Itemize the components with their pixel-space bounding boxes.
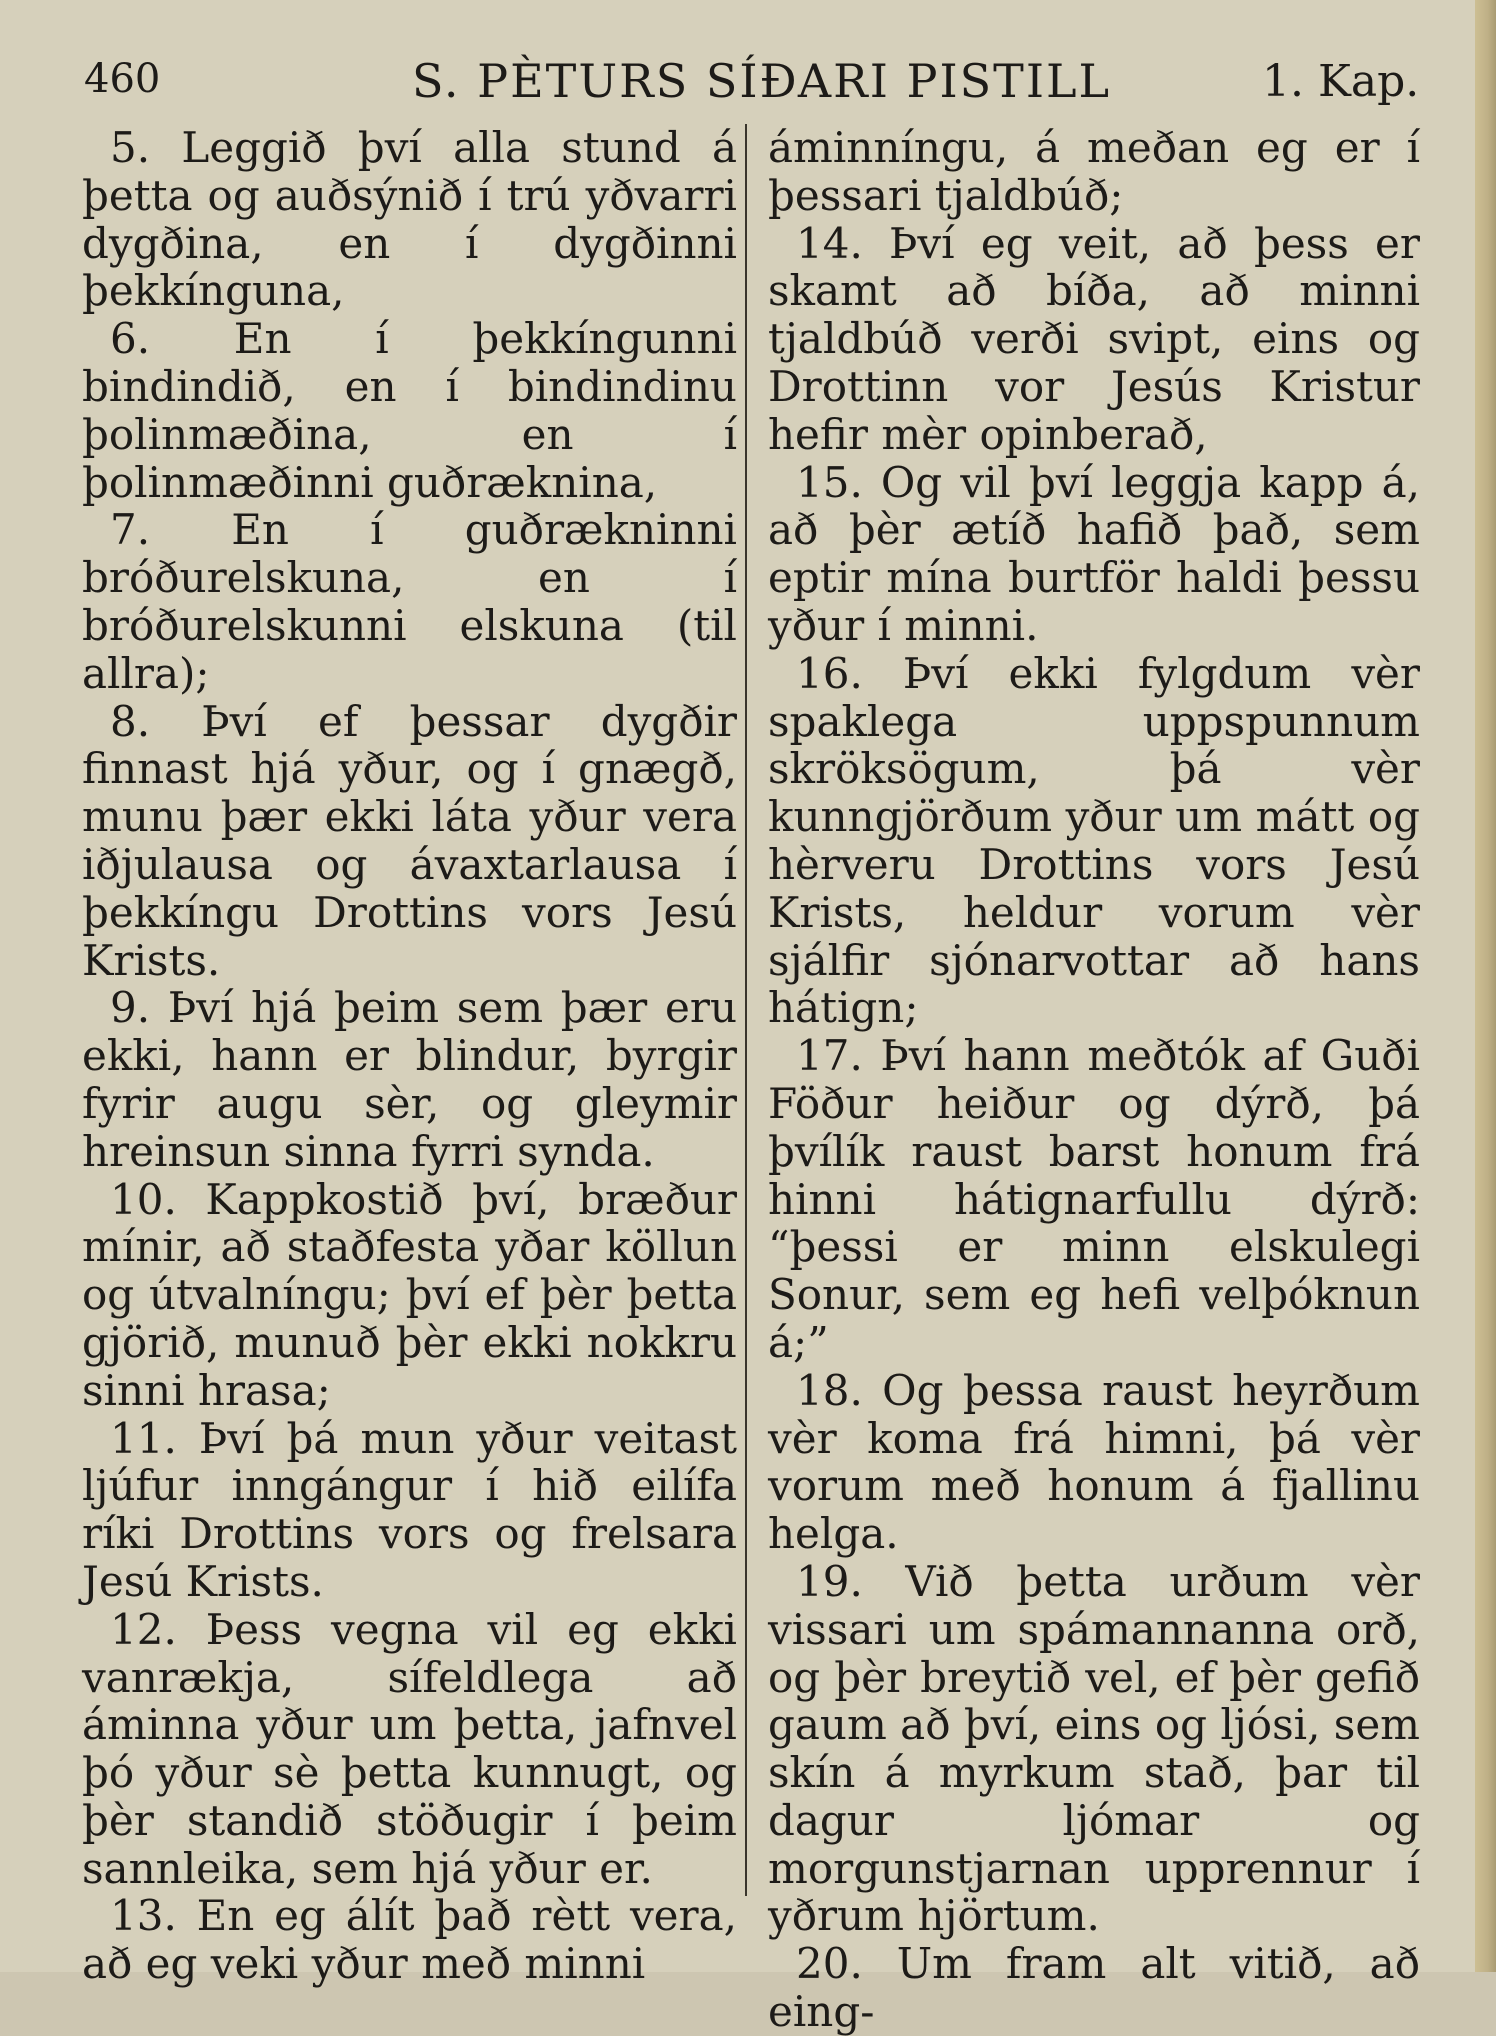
verse-10: 10. Kappkostið því, bræður mínir, að staðfesta yðar köllun og útvalníngu; því ef þèr þetta gjörið, munuð þèr ekki nokkru sinni hrasa; [82, 1174, 737, 1415]
verse-12: 12. Þess vegna vil eg ekki vanrækja, sífeldlega að áminna yður um þetta, jafnvel þó yður sè þetta kunnugt, og þèr standið stöðugir í þeim sannleika, sem hjá yður er. [82, 1604, 737, 1893]
page-title: S. PÈTURS SÍÐARI PISTILL [412, 54, 1112, 108]
page-number: 460 [84, 56, 161, 102]
left-column [82, 124, 737, 1988]
verse-15: 15. Og vil því leggja kapp á, að þèr ætíð hafið það, sem eptir mína burtför haldi þessu yður í minni. [768, 457, 1420, 650]
verse-20: 20. Um fram alt vitið, að eing- [768, 1939, 1420, 2036]
page-edge [1475, 0, 1496, 1972]
verse-7: 7. En í guðrækninni bróðurelskuna, en í bróðurelskunni elskuna (til allra); [82, 505, 737, 698]
verse-6: 6. En í þekkíngunni bindindið, en í bindindinu þolinmæðina, en í þolinmæðinni guðræknina, [82, 314, 737, 507]
verse-14: 14. Því eg veit, að þess er skamt að bíða, að minni tjaldbúð verði svipt, eins og Drottinn vor Jesús Kristur hefir mèr opinberað, [768, 218, 1420, 459]
verse-8: 8. Því ef þessar dygðir finnast hjá yður, og í gnægð, munu þær ekki láta yður vera iðjulausa og ávaxtarlausa í þekkíngu Drottins vors Jesú Krists. [82, 696, 737, 985]
verse-17: 17. Því hann meðtók af Guði Föður heiður og dýrð, þá þvílík raust barst honum frá hinni hátignarfullu dýrð: “þessi er minn elskulegi Sonur, sem eg hefi velþóknun á;” [768, 1031, 1420, 1367]
running-header [0, 52, 1475, 112]
verse-11: 11. Því þá mun yður veitast ljúfur inngángur í hið eilífa ríki Drottins vors og frelsara Jesú Krists. [82, 1413, 737, 1606]
verse-18: 18. Og þessa raust heyrðum vèr koma frá himni, þá vèr vorum með honum á fjallinu helga. [768, 1365, 1420, 1559]
verse-13: 13. En eg álít það rètt vera, að eg veki yður með minni [82, 1891, 737, 1989]
column-divider [745, 124, 747, 1896]
right-column [768, 124, 1420, 2036]
verse-16: 16. Því ekki fylgdum vèr spaklega uppspunnum skröksögum, þá vèr kunngjörðum yður um mátt og hèrveru Drottins vors Jesú Krists, heldur vorum vèr sjálfir sjónarvottar að hans hátign; [768, 648, 1420, 1033]
verse-19: 19. Við þetta urðum vèr vissari um spámannanna orð, og þèr breytið vel, ef þèr gefið gaum að því, eins og ljósi, sem skín á myrkum stað, þar til dagur ljómar og morgunstjarnan upprennur í yðrum hjörtum. [768, 1556, 1421, 1941]
verse-9: 9. Því hjá þeim sem þær eru ekki, hann er blindur, byrgir fyrir augu sèr, og gleymir hreinsun sinna fyrri synda. [82, 983, 737, 1176]
chapter-label: 1. Kap. [1262, 56, 1420, 107]
verse-13-continuation: áminníngu, á meðan eg er í þessari tjaldbúð; [768, 123, 1420, 220]
verse-5: 5. Leggið því alla stund á þetta og auðsýnið í trú yðvarri dygðina, en í dygðinni þekkínguna, [82, 123, 737, 316]
